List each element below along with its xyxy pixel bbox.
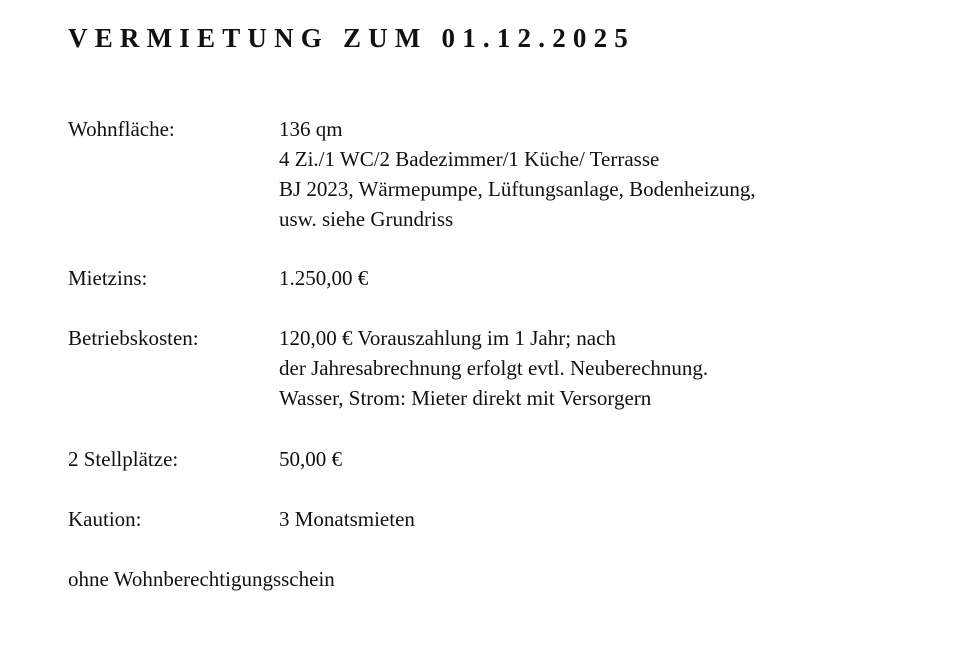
row-label: Wohnfläche:: [68, 117, 175, 141]
value-line: usw. siehe Grundriss: [279, 207, 454, 231]
row-values: [279, 114, 756, 234]
value-line: 136 qm: [279, 117, 343, 141]
document-title: VERMIETUNG ZUM 01.12.2025: [68, 23, 636, 53]
row-label: Mietzins:: [68, 266, 148, 290]
value-line: 4 Zi./1 WC/2 Badezimmer/1 Küche/ Terrasse: [279, 147, 660, 171]
value-line: der Jahresabrechnung erfolgt evtl. Neuberechnung.: [279, 356, 709, 380]
value-line: 120,00 € Vorauszahlung im 1 Jahr; nach: [279, 326, 616, 350]
row-label: Betriebskosten:: [68, 326, 199, 350]
value-line: 1.250,00 €: [279, 266, 369, 290]
value-line: BJ 2023, Wärmepumpe, Lüftungsanlage, Bodenheizung,: [279, 177, 756, 201]
row-label: 2 Stellplätze:: [68, 447, 179, 471]
value-line: Wasser, Strom: Mieter direkt mit Versorgern: [279, 386, 652, 410]
row-values: [279, 504, 415, 534]
row-values: [279, 444, 342, 474]
row-values: [279, 263, 368, 293]
row-values: [279, 323, 708, 413]
note-text: ohne Wohnberechtigungsschein: [68, 567, 335, 591]
value-line: 3 Monatsmieten: [279, 507, 415, 531]
row-label: Kaution:: [68, 507, 142, 531]
value-line: 50,00 €: [279, 447, 342, 471]
